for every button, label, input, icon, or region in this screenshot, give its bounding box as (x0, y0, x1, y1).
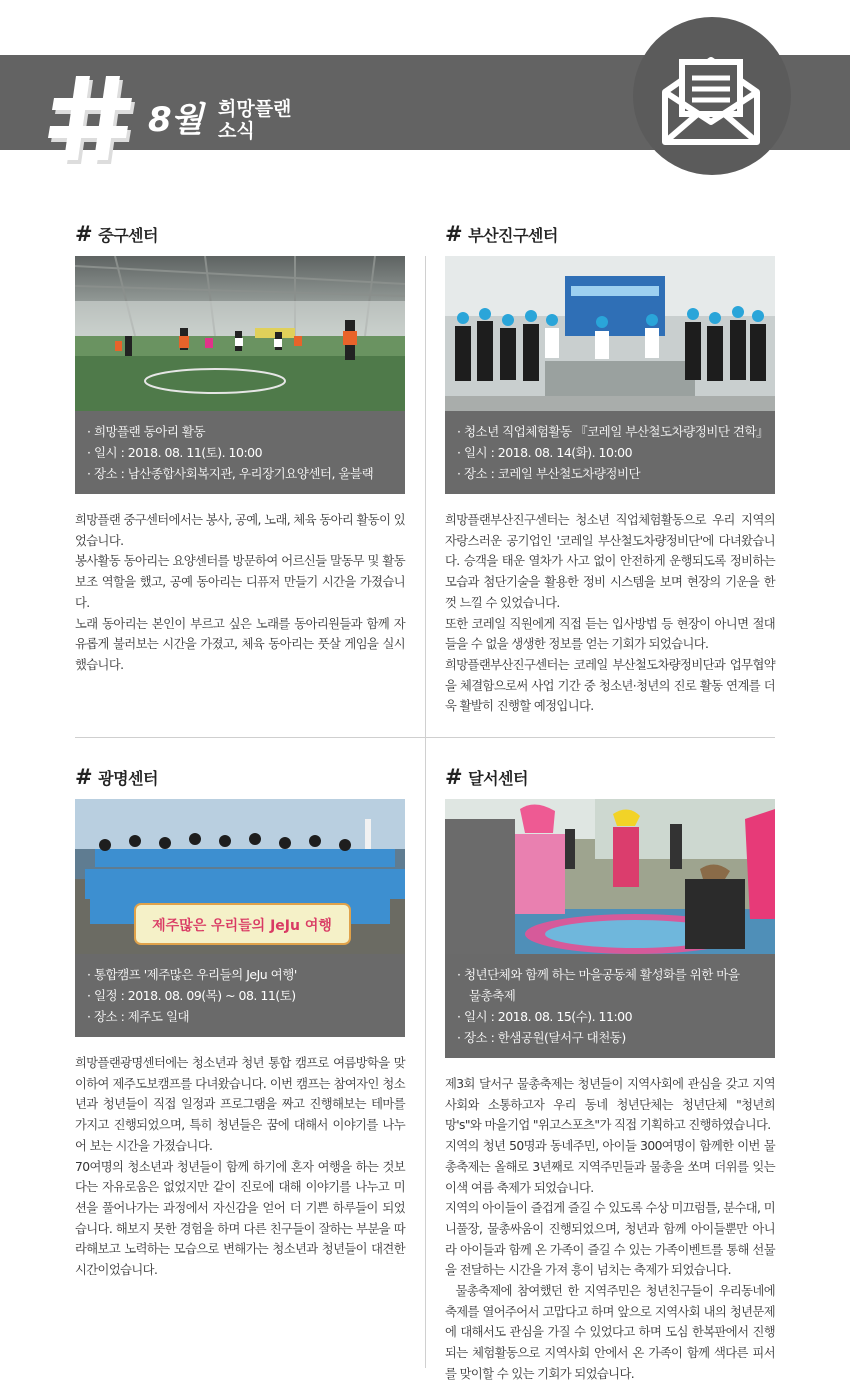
info-line: · 장소 : 제주도 일대 (87, 1009, 190, 1024)
body-paragraph: 제3회 달서구 물총축제는 청년들이 지역사회에 관심을 갖고 지역사회와 소통하고자 우리 동네 청년단체는 청년단체 "청년희망's"와 마을기업 "위고스포츠"가 직접 기획하고 진행하였습니다. (445, 1077, 775, 1133)
hash-icon (48, 68, 136, 168)
info-line: · 일시 : 2018. 08. 11(토). 10:00 (87, 445, 263, 460)
body-paragraph: 물총축제에 참여했던 한 지역주민은 청년친구들이 우리동네에 축제를 열어주어서 고맙다고 하며 앞으로 지역사회 내의 청년문제에 대해서도 관심을 가질 수 있었다고 하며 도심 한복판에서 진행되는 체험활동으로 지역사회 안에서 온 가족이 함께 색다른 피서를 맞이할 수 있는 기회가 되었습니다. (445, 1284, 775, 1381)
banner-jeju-text: 제주많은 우리들의 JeJu 여행 (152, 918, 332, 934)
body-paragraph: 지역의 아이들이 즐겁게 즐길 수 있도록 수상 미끄럼틀, 분수대, 미니풀장, 물총싸움이 진행되었으며, 청년과 함께 아이들뿐만 아니라 아이들과 함께 온 가족이 즐길 수 있는 가족이벤트를 통해 선물을 전달하는 시간을 가져 흥이 넘치는 축제가 되었습니다. (445, 1201, 775, 1278)
info-line: · 통합캠프 '제주많은 우리들의 JeJu 여행' (87, 967, 297, 982)
photo-korail-visit (445, 256, 775, 411)
info-line: · 장소 : 코레일 부산철도차량정비단 (457, 466, 641, 481)
info-box (445, 411, 775, 494)
section-title-text: 중구센터 (98, 226, 158, 245)
banner-title-line2: 소식 (218, 120, 255, 142)
row-divider (75, 737, 775, 738)
month-label: 8월 (148, 100, 203, 140)
info-line: · 희망플랜 동아리 활동 (87, 424, 206, 439)
section-body (445, 1074, 775, 1385)
info-line: · 일시 : 2018. 08. 14(화). 10:00 (457, 445, 633, 460)
section-dalseo (445, 763, 775, 1385)
info-line: 물총축제 (469, 988, 516, 1003)
section-gwangmyeong (75, 763, 405, 1281)
section-hash: # (75, 765, 93, 789)
section-body (445, 510, 775, 717)
info-line: · 일정 : 2018. 08. 09(목) ~ 08. 11(토) (87, 988, 296, 1003)
body-paragraph: 희망플랜광명센터에는 청소년과 청년 통합 캠프로 여름방학을 맞이하여 제주도보캠프를 다녀왔습니다. 이번 캠프는 참여자인 청소년과 청년들이 직접 일정과 프로그램을 짜고 진행해보는 테마를 가지고 진행되었으며, 특히 청년들은 꿈에 대해서 이야기를 나누어 보는 시간을 가졌습니다. (75, 1056, 405, 1153)
info-line: · 장소 : 남산종합사회복지관, 우리장기요양센터, 울블랙 (87, 466, 374, 481)
section-hash: # (75, 222, 93, 246)
section-body (75, 510, 405, 676)
section-title (445, 763, 775, 791)
banner-title-line1: 희망플랜 (218, 98, 292, 120)
body-paragraph: 지역의 청년 50명과 동네주민, 아이들 300여명이 함께한 이번 물총축제는 올해로 3년째로 지역주민들과 물총을 쏘며 더위를 잊는 이색 여름 축제가 되었습니다. (445, 1139, 775, 1195)
banner-title (218, 98, 291, 142)
section-body (75, 1053, 405, 1281)
photo-futsal (75, 256, 405, 411)
body-paragraph: 봉사활동 동아리는 요양센터를 방문하여 어르신들 말동무 및 활동보조 역할을 했고, 공예 동아리는 디퓨저 만들기 시간을 가졌습니다. (75, 554, 405, 610)
section-hash: # (445, 765, 463, 789)
info-box (75, 954, 405, 1037)
section-title (75, 220, 405, 248)
envelope-icon (660, 56, 762, 146)
info-line: · 일시 : 2018. 08. 15(수). 11:00 (457, 1009, 633, 1024)
body-paragraph: 희망플랜부산진구센터는 청소년 직업체험활동으로 우리 지역의 자랑스러운 공기업인 '코레일 부산철도차량정비단'에 다녀왔습니다. 승객을 태운 열차가 사고 없이 안전하게 운행되도록 정비하는 모습과 첨단기술을 활용한 정비 시스템을 보며 현장의 기운을 한껏 느낄 수 있었습니다. (445, 513, 775, 610)
column-divider (425, 256, 426, 1368)
body-paragraph: 희망플랜부산진구센터는 코레일 부산철도차량정비단과 업무협약을 체결함으로써 사업 기간 중 청소년·청년의 진로 활동 연계를 더욱 활발히 진행할 예정입니다. (445, 657, 775, 714)
info-box (75, 411, 405, 494)
body-paragraph: 노래 동아리는 본인이 부르고 싶은 노래를 동아리원들과 함께 자유롭게 불러보는 시간을 가졌고, 체육 동아리는 풋살 게임을 실시했습니다. (75, 616, 405, 672)
section-title-text: 부산진구센터 (468, 226, 558, 245)
section-hash: # (445, 222, 463, 246)
info-line: · 청소년 직업체험활동 『코레일 부산철도차량정비단 견학』 (457, 424, 769, 439)
info-line: · 장소 : 한샘공원(달서구 대천동) (457, 1030, 626, 1045)
photo-water-gun-festival (445, 799, 775, 954)
section-junggu (75, 220, 405, 676)
body-paragraph: 70여명의 청소년과 청년들이 함께 하기에 혼자 여행을 하는 것보다는 자유로움은 없었지만 같이 진로에 대해 이야기를 나누고 미션을 풀어나가는 과정에서 자신감을 얻어 더 기쁜 하루들이 되었습니다. 해보지 못한 경험을 하며 다른 친구들이 잘하는 부분을 따라해보고 노력하는 모습으로 변해가는 청소년과 청년들이 대견한 시간이었습니다. (75, 1159, 405, 1278)
body-paragraph: 희망플랜 중구센터에서는 봉사, 공예, 노래, 체육 동아리 활동이 있었습니다. (75, 513, 405, 548)
section-title (445, 220, 775, 248)
section-busanjin (445, 220, 775, 717)
section-title (75, 763, 405, 791)
info-box (445, 954, 775, 1058)
photo-jeju-camp (75, 799, 405, 954)
info-line: · 청년단체와 함께 하는 마을공동체 활성화를 위한 마을 (457, 967, 740, 982)
body-paragraph: 또한 코레일 직원에게 직접 듣는 입사방법 등 현장이 아니면 절대 들을 수 없을 생생한 정보를 얻는 기회가 되었습니다. (445, 616, 775, 652)
section-title-text: 광명센터 (98, 769, 158, 788)
section-title-text: 달서센터 (468, 769, 528, 788)
